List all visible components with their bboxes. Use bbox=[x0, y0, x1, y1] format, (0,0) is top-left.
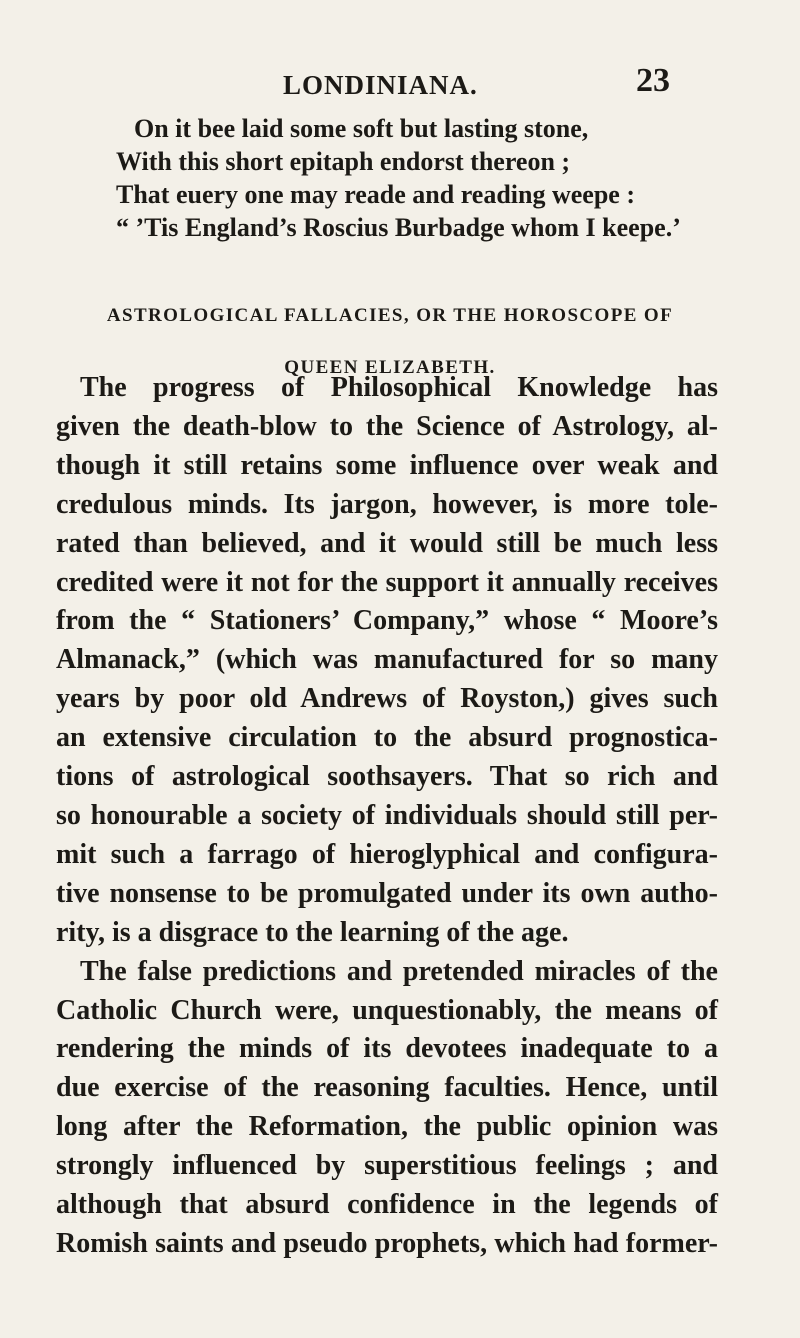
epitaph-verse bbox=[116, 112, 736, 244]
section-heading-line: ASTROLOGICAL FALLACIES, OR THE HOROSCOPE OF bbox=[106, 305, 674, 326]
body-line: Almanack,” (which was manufactured for so many bbox=[56, 644, 718, 676]
body-line: credited were it not for the support it annually receives bbox=[56, 566, 718, 598]
body-line: though it still retains some influence over weak and bbox=[56, 449, 718, 481]
page-number: 23 bbox=[636, 62, 670, 99]
body-line: given the death-blow to the Science of Astrology, al- bbox=[56, 410, 718, 442]
body-line: so honourable a society of individuals should still per- bbox=[56, 799, 718, 831]
body-line: The false predictions and pretended miracles of the bbox=[80, 955, 718, 987]
body-line: tive nonsense to be promulgated under its own autho- bbox=[56, 877, 718, 909]
running-head: LONDINIANA. bbox=[283, 70, 478, 100]
body-line: Catholic Church were, unquestionably, the means of bbox=[56, 994, 718, 1026]
body-line: years by poor old Andrews of Royston,) gives such bbox=[56, 683, 718, 715]
body-line: rendering the minds of its devotees inadequate to a bbox=[56, 1033, 718, 1065]
body-line: although that absurd confidence in the legends of bbox=[56, 1189, 718, 1221]
verse-line: On it bee laid some soft but lasting stone, bbox=[134, 114, 589, 143]
body-line: tions of astrological soothsayers. That so rich and bbox=[56, 761, 718, 793]
section-heading-line: QUEEN ELIZABETH. bbox=[284, 357, 496, 378]
page-header bbox=[0, 62, 800, 102]
body-line: mit such a farrago of hieroglyphical and configura- bbox=[56, 838, 718, 870]
verse-line: That euery one may reade and reading weepe : bbox=[116, 180, 635, 209]
verse-line: With this short epitaph endorst thereon ; bbox=[116, 147, 571, 176]
body-line: The progress of Philosophical Knowledge has bbox=[80, 372, 718, 403]
body-line: strongly influenced by superstitious feelings ; and bbox=[56, 1150, 718, 1182]
body-line: rity, is a disgrace to the learning of the age. bbox=[56, 916, 569, 948]
verse-line: “ ’Tis England’s Roscius Burbadge whom I keepe.’ bbox=[116, 213, 681, 242]
body-line: from the “ Stationers’ Company,” whose “ Moore’s bbox=[56, 605, 718, 637]
body-line: rated than believed, and it would still be much less bbox=[56, 527, 718, 559]
body-line: long after the Reformation, the public opinion was bbox=[56, 1111, 718, 1143]
body-line: an extensive circulation to the absurd prognostica- bbox=[56, 722, 718, 754]
body-text bbox=[56, 369, 718, 1264]
body-line: Romish saints and pseudo prophets, which had former- bbox=[56, 1227, 718, 1259]
body-line: credulous minds. Its jargon, however, is more tole- bbox=[56, 488, 718, 520]
body-line: due exercise of the reasoning faculties. Hence, until bbox=[56, 1072, 718, 1104]
